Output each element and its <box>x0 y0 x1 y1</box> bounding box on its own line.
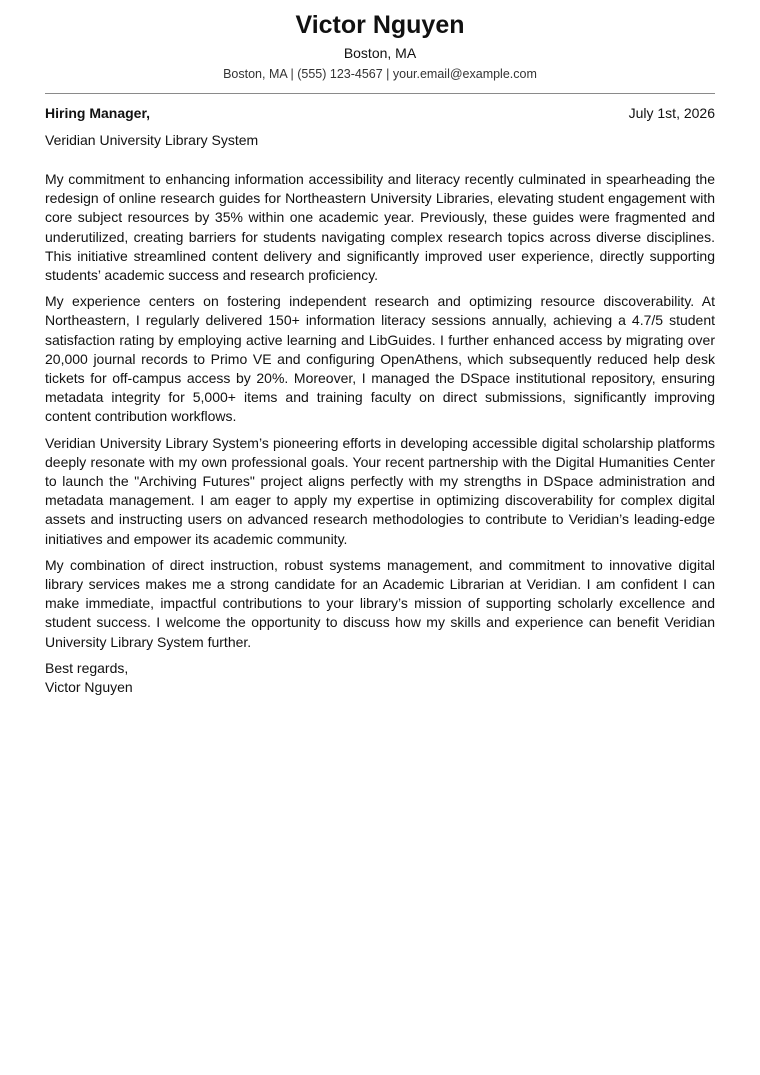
header-divider <box>45 93 715 94</box>
applicant-location: Boston, MA <box>343 45 417 61</box>
body-paragraph-2: My experience centers on fostering independent research and optimizing resource discoverability. At Northeastern, I regularly delivered 150+ information literacy sessions annually, achieving a 4.7/5 student satisfaction rating by employing active learning and LibGuides. I further enhanced access by migrating over 20,000 journal records to Primo VE and configuring OpenAthens, which subsequently reduced help desk tickets for off-campus access by 20%. Moreover, I managed the DSpace institutional repository, ensuring metadata integrity for 5,000+ items and training faculty on direct submissions, significantly improving content contribution workflows. <box>45 293 715 425</box>
applicant-name: Victor Nguyen <box>295 11 465 39</box>
body-paragraph-3: Veridian University Library System’s pioneering efforts in developing accessible digital scholarship platforms deeply resonate with my own professional goals. Your recent partnership with the Digital Humanities Center to launch the "Archiving Futures" project aligns perfectly with my strengths in DSpace administration and metadata management. I am eager to apply my expertise in optimizing discoverability for complex digital assets and instructing users on advanced research methodologies to contribute to Veridian’s leading-edge initiatives and empower its academic community. <box>45 434 715 547</box>
signature-name: Victor Nguyen <box>45 679 133 696</box>
recipient-organization: Veridian University Library System <box>45 132 259 148</box>
letter-body <box>45 170 715 652</box>
recipient-salutation: Hiring Manager, <box>45 105 151 121</box>
contact-line: Boston, MA | (555) 123-4567 | your.email@example.com <box>223 67 537 81</box>
letter-closing: Best regards, <box>45 659 129 676</box>
letter-date: July 1st, 2026 <box>628 105 715 121</box>
recipient-row <box>45 104 715 123</box>
body-paragraph-1: My commitment to enhancing information accessibility and literacy recently culminated in spearheading the redesign of online research guides for Northeastern University Libraries, elevating student engagement with core subject resources by 35% within one academic year. Previously, these guides were fragmented and underutilized, creating barriers for students navigating complex research topics across diverse disciplines. This initiative streamlined content delivery and significantly improved user experience, directly supporting students’ academic success and research proficiency. <box>45 171 715 284</box>
body-paragraph-4: My combination of direct instruction, robust systems management, and commitment to innovative digital library services makes me a strong candidate for an Academic Librarian at Veridian. I am confident I can make immediate, impactful contributions to your library’s mission of supporting scholarly excellence and student success. I welcome the opportunity to discuss how my skills and experience can benefit Veridian University Library System further. <box>45 556 715 650</box>
